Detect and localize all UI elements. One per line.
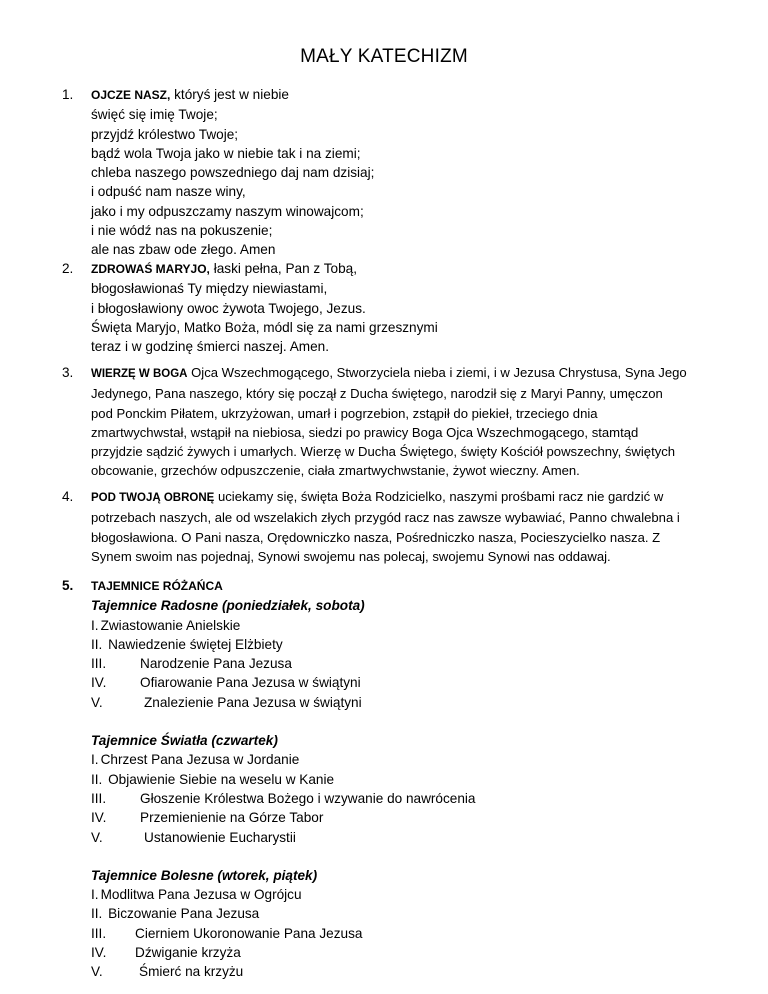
section-heading: WIERZĘ W BOGA xyxy=(91,368,188,380)
prayer-line: ale nas zbaw ode złego. Amen xyxy=(91,242,276,258)
mystery-label: Ofiarowanie Pana Jezusa w świątyni xyxy=(140,675,361,691)
roman-numeral: III. xyxy=(91,656,107,672)
section-number: 1. xyxy=(62,87,74,102)
prayer-line: pod Ponckim Piłatem, ukrzyżowan, umarł i pogrzebion, zstąpił do piekieł, trzeciego dnia xyxy=(91,405,598,421)
mystery-label: Dźwiganie krzyża xyxy=(135,945,241,961)
prayer-line: bądź wola Twoja jako w niebie tak i na ziemi; xyxy=(91,145,361,161)
prayer-line: przyjdź królestwo Twoje; xyxy=(91,126,239,142)
list-item xyxy=(91,673,703,692)
section-number: 2. xyxy=(62,261,74,276)
mystery-label: Zwiastowanie Anielskie xyxy=(100,617,241,633)
roman-numeral: IV. xyxy=(91,945,107,961)
mystery-label: Chrzest Pana Jezusa w Jordanie xyxy=(100,752,300,768)
list-item xyxy=(91,808,703,827)
list-item xyxy=(91,654,703,673)
prayer-line: i nie wódź nas na pokuszenie; xyxy=(91,223,273,239)
list-item: I. Chrzest Pana Jezusa w Jordanie xyxy=(91,752,300,768)
prayer-line: przyjdzie sądzić żywych i umarłych. Wierzę w Ducha Świętego, święty Kościół powszechny, świętych xyxy=(91,444,676,460)
section-number: 3. xyxy=(62,365,74,380)
section-heading: TAJEMNICE RÓŻAŃCA xyxy=(91,579,223,593)
list-item xyxy=(91,789,703,808)
prayer-line: któryś jest w niebie xyxy=(174,87,289,102)
list-item xyxy=(91,828,703,847)
prayer-line: zmartwychwstał, wstąpił na niebiosa, siedzi po prawicy Boga Ojca Wszechmogącego, stamtąd xyxy=(91,424,639,440)
mystery-label: Modlitwa Pana Jezusa w Ogrójcu xyxy=(100,887,302,903)
prayer-line: i odpuść nam nasze winy, xyxy=(91,184,246,200)
roman-numeral: III. xyxy=(91,790,107,806)
list-item: II. Nawiedzenie świętej Elżbiety xyxy=(91,636,283,652)
prayer-line: błogosławiona. O Pani nasza, Orędowniczko nasza, Pośredniczko nasza, Pocieszycielko nasza. Z xyxy=(91,529,661,545)
mystery-label: Biczowanie Pana Jezusa xyxy=(108,906,260,922)
prayer-line: chleba naszego powszedniego daj nam dzisiaj; xyxy=(91,165,375,181)
mystery-label: Objawienie Siebie na weselu w Kanie xyxy=(108,771,335,787)
roman-numeral: IV. xyxy=(91,675,107,691)
list-item: I. Modlitwa Pana Jezusa w Ogrójcu xyxy=(91,887,302,903)
prayer-line: i błogosławiony owoc żywota Twojego, Jezus. xyxy=(91,300,366,316)
section-heading: ZDROWAŚ MARYJO, xyxy=(91,262,210,276)
prayer-line: Jedynego, Pana naszego, który się począł z Ducha świętego, narodził się z Maryi Panny, umęczon xyxy=(91,386,663,402)
section-heading: OJCZE NASZ, xyxy=(91,88,171,102)
prayer-line: obcowanie, grzechów odpuszczenie, ciała zmartwychwstanie, żywot wieczny. Amen. xyxy=(91,463,580,479)
prayer-line: Święta Maryjo, Matko Boża, módl się za nami grzesznymi xyxy=(91,319,438,335)
list-item: II. Biczowanie Pana Jezusa xyxy=(91,906,260,922)
prayer-line: Synem swoim nas pojednaj, Synowi swojemu nas polecaj, swojemu Synowi nas oddawaj. xyxy=(91,548,611,564)
mystery-label: Ustanowienie Eucharystii xyxy=(144,829,296,845)
prayer-line: święć się imię Twoje; xyxy=(91,107,218,123)
prayer-line: teraz i w godzinę śmierci naszej. Amen. xyxy=(91,339,329,355)
roman-numeral: V. xyxy=(91,964,103,980)
prayer-line: łaski pełna, Pan z Tobą, xyxy=(213,261,358,276)
list-item xyxy=(91,943,703,962)
list-item: II. Objawienie Siebie na weselu w Kanie xyxy=(91,771,335,787)
group-title: Tajemnice Światła (czwartek) xyxy=(91,733,278,749)
mystery-label: Narodzenie Pana Jezusa xyxy=(140,656,292,672)
prayer-line: błogosławionaś Ty między niewiastami, xyxy=(91,281,328,297)
group-title: Tajemnice Bolesne (wtorek, piątek) xyxy=(91,867,318,883)
section-number: 4. xyxy=(62,489,74,504)
roman-numeral: V. xyxy=(91,694,103,710)
mystery-label: Przemienienie na Górze Tabor xyxy=(140,810,324,826)
prayer-line: uciekamy się, święta Boża Rodzicielko, naszymi prośbami racz nie gardzić w xyxy=(217,489,664,504)
mystery-label: Śmierć na krzyżu xyxy=(139,964,244,980)
section-number: 5. xyxy=(62,578,74,593)
mystery-label: Nawiedzenie świętej Elżbiety xyxy=(108,636,283,652)
prayer-line: jako i my odpuszczamy naszym winowajcom; xyxy=(91,203,364,219)
roman-numeral: IV. xyxy=(91,810,107,826)
list-item: I. Zwiastowanie Anielskie xyxy=(91,617,241,633)
mystery-label: Cierniem Ukoronowanie Pana Jezusa xyxy=(135,925,363,941)
roman-numeral: III. xyxy=(91,925,107,941)
list-item xyxy=(91,962,703,981)
list-item xyxy=(91,693,703,712)
mystery-label: Głoszenie Królestwa Bożego i wzywanie do nawrócenia xyxy=(140,790,476,806)
list-item xyxy=(91,924,703,943)
prayer-line: Ojca Wszechmogącego, Stworzyciela nieba i ziemi, i w Jezusa Chrystusa, Syna Jego xyxy=(191,365,687,380)
mystery-label: Znalezienie Pana Jezusa w świątyni xyxy=(144,694,362,710)
prayer-line: potrzebach naszych, ale od wszelakich złych przygód racz nas zawsze wybawiać, Panno chwalebna i xyxy=(91,510,680,526)
group-title: Tajemnice Radosne (poniedziałek, sobota) xyxy=(91,598,365,614)
section-heading: POD TWOJĄ OBRONĘ xyxy=(91,492,215,504)
page-title: MAŁY KATECHIZM xyxy=(300,46,468,67)
roman-numeral: V. xyxy=(91,829,103,845)
